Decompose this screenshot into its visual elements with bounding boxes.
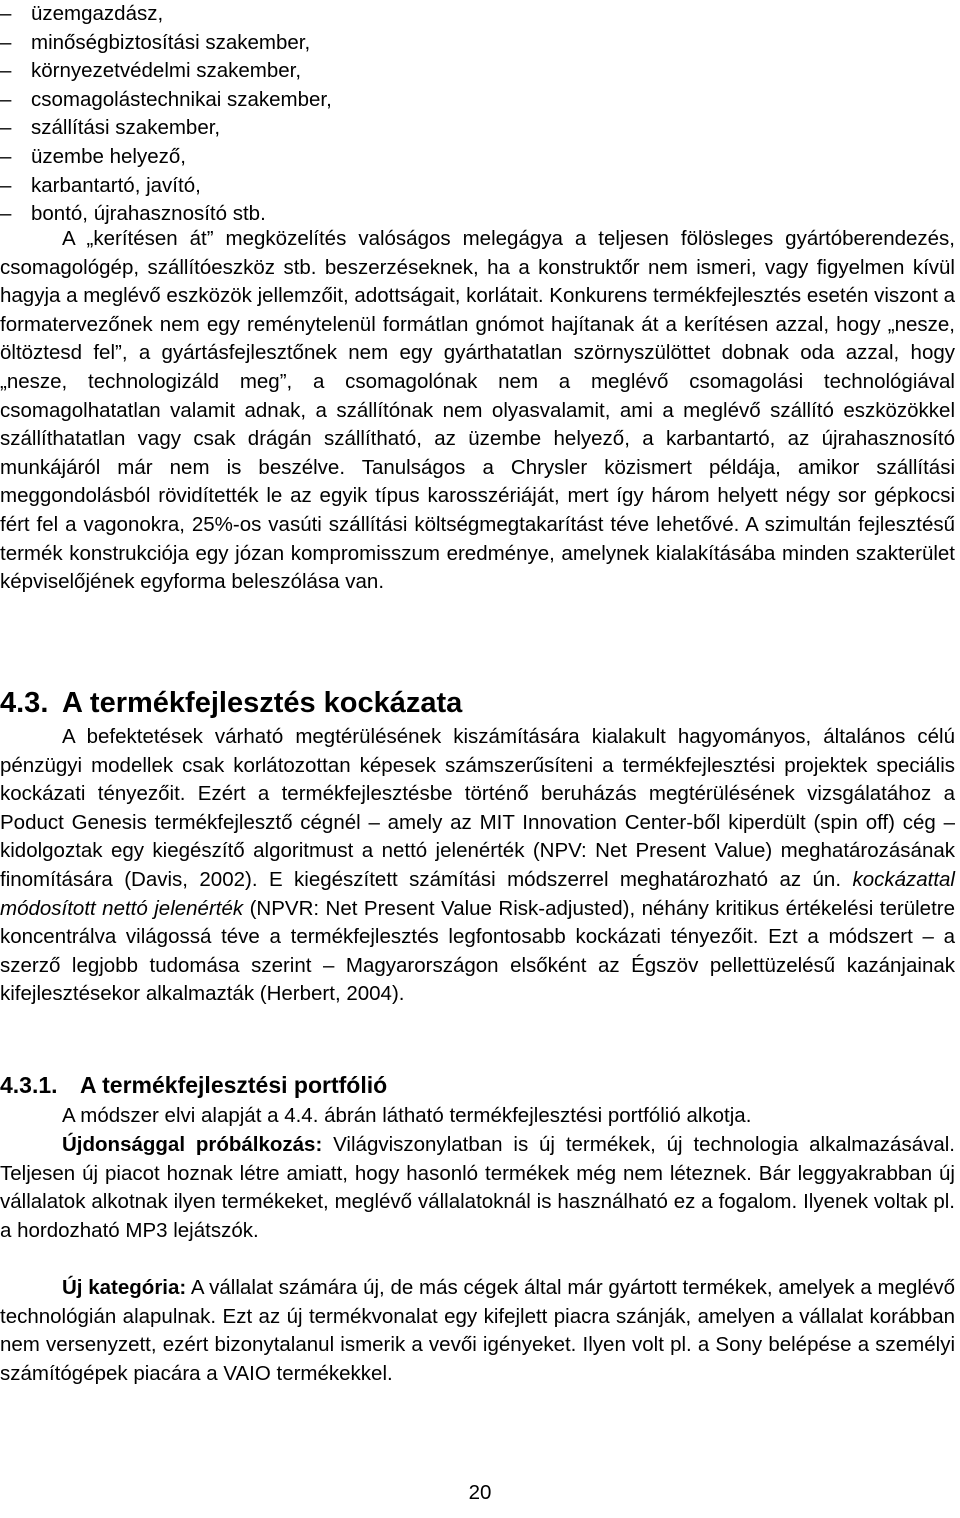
list-item-text: környezetvédelmi szakember, [31,59,302,83]
bullet-list [0,0,960,229]
paragraph-portfolio-intro: A módszer elvi alapját a 4.4. ábrán látható termékfejlesztési portfólió alkotja. [62,1104,752,1127]
list-item [0,29,960,58]
list-item [0,172,960,201]
list-item [0,143,960,172]
paragraph-text: Világviszonylatban is új termékek, új technologia alkalmazásával. Teljesen új piacot hoznak létre amiatt, hogy hasonló termékek még nem léteznek. Bár leggyakrabban új vállalatok alkotnak ilyen termékeket, meglévő vállalatoknál is használható ez a fogalom. Ilyenek voltak pl. a hordozható MP3 lejátszók. [0,1133,955,1242]
paragraph-novelty [0,1131,955,1245]
section-title: A termékfejlesztés kockázata [62,687,463,719]
list-item [0,86,960,115]
bullet-dash: – [0,116,12,140]
paragraph-over-the-wall: A „kerítésen át” megközelítés valóságos melegágya a teljesen fölösleges gyártóberendezés, csomagológép, szállítóeszköz stb. beszerzéseknek, ha a konstruktőr nem ismeri, vagy figyelmen kívül hagyja a meglévő eszközök jellemzőit, adottságait, korlátait. Konkurens termékfejlesztés esetén viszont a formatervezőnek nem egy reménytelenül formátlan gnómot hajítanak át a kerítésen azzal, hogy „nesze, öltöztesd fel”, a gyártásfejlesztőnek nem egy gyárthatatlan szörnyszülöttet dobnak oda azzal, hogy „nesze, technologizáld meg”, a csomagolónak nem a meglévő csomagolási technológiával csomagolhatatlan valamit adnak, a szállítónak nem olyasvalamit, ami a meglévő szállító eszközökkel szállíthatatlan vagy csak drágán szállítható, az üzembe helyező, a karbantartó, az újrahasznosító munkájáról már nem is beszélve. Tanulságos a Chrysler közismert példája, amikor szállítási meggondolásból rövidítették le az egyik típus karosszériáját, mert így három helyett négy sor gépkocsi fért fel a vagonokra, 25%-os vasúti szállítási költségmegtakarítást téve lehetővé. A szimultán fejlesztésű termék konstrukciója egy józan kompromisszum eredménye, amelynek kialakításába minden szakterület képviselőjének egyforma beleszólása van. [0,227,955,594]
bullet-dash: – [0,59,12,83]
section-number: 4.3. [0,687,49,719]
term-label: Újdonsággal próbálkozás: [62,1133,323,1156]
bullet-dash: – [0,2,12,25]
section-heading-4-3 [0,683,462,723]
paragraph-product-risk [0,723,955,1009]
list-item [0,114,960,143]
list-item-text: minőségbiztosítási szakember, [31,30,311,54]
paragraph-text: (NPVR: Net Present Value Risk-adjusted), néhány kritikus értékelési területre koncentrálva világossá téve a termékfejlesztés legfontosabb kockázati tényezőit. Ezt a módszert – a szerző legjobb tudomása szerint – Magyarországon elsőként az Égszöv pellettüzelésű kazánjainak kifejlesztésekor alkalmazták (Herbert, 2004). [0,896,955,1006]
section-title: A termékfejlesztési portfólió [80,1072,388,1098]
term-label: Új kategória: [62,1276,187,1299]
paragraph-text: A befektetések várható megtérülésének kiszámítására kialakult hagyományos, általános célú pénzügyi modellek csak korlátozottan képesek számszerűsíteni a termékfejlesztési projektek speciális kockázati tényezőit. Ezért a termékfejlesztésbe történő beruházás megtérülésének vizsgálatához a Poduct Genesis termékfejlesztő cégnél – amely az MIT Innovation Center-ből kiperdült (spin off) cég – kidolgoztak egy kiegészítő algoritmust a nettó jelenérték (NPV: Net Present Value) meghatározásának finomítására (Davis, 2002). E kiegészített számítási módszerrel meghatározható az ún. [0,725,955,891]
bullet-dash: – [0,30,12,54]
list-item-text: csomagolástechnikai szakember, [31,87,332,111]
section-heading-4-3-1 [0,1069,387,1101]
bullet-dash: – [0,173,12,197]
section-number: 4.3.1. [0,1072,58,1098]
list-item-text: bontó, újrahasznosító stb. [31,202,266,226]
list-item-text: karbantartó, javító, [31,173,201,197]
page-number: 20 [468,1481,492,1504]
list-item [0,0,960,29]
paragraph-text: A vállalat számára új, de más cégek által már gyártott termékek, amelyek a meglévő technológián alapulnak. Ezt az új termékvonalat egy kifejlett piacra szánják, amelyen a vállalat korábban nem versenyzett, ezért bizonytalanul ismerik a vevői igényeket. Ilyen volt pl. a Sony belépése a személyi számítógépek piacára a VAIO termékekkel. [0,1276,956,1385]
list-item-text: üzemgazdász, [31,2,164,25]
list-item-text: szállítási szakember, [31,116,221,140]
list-item-text: üzembe helyező, [31,144,186,168]
list-item [0,57,960,86]
bullet-dash: – [0,87,12,111]
bullet-dash: – [0,202,12,226]
italic-term: kockázattal módosított nettó jelenérték [0,867,955,920]
paragraph-new-category [0,1274,955,1388]
bullet-dash: – [0,144,12,168]
